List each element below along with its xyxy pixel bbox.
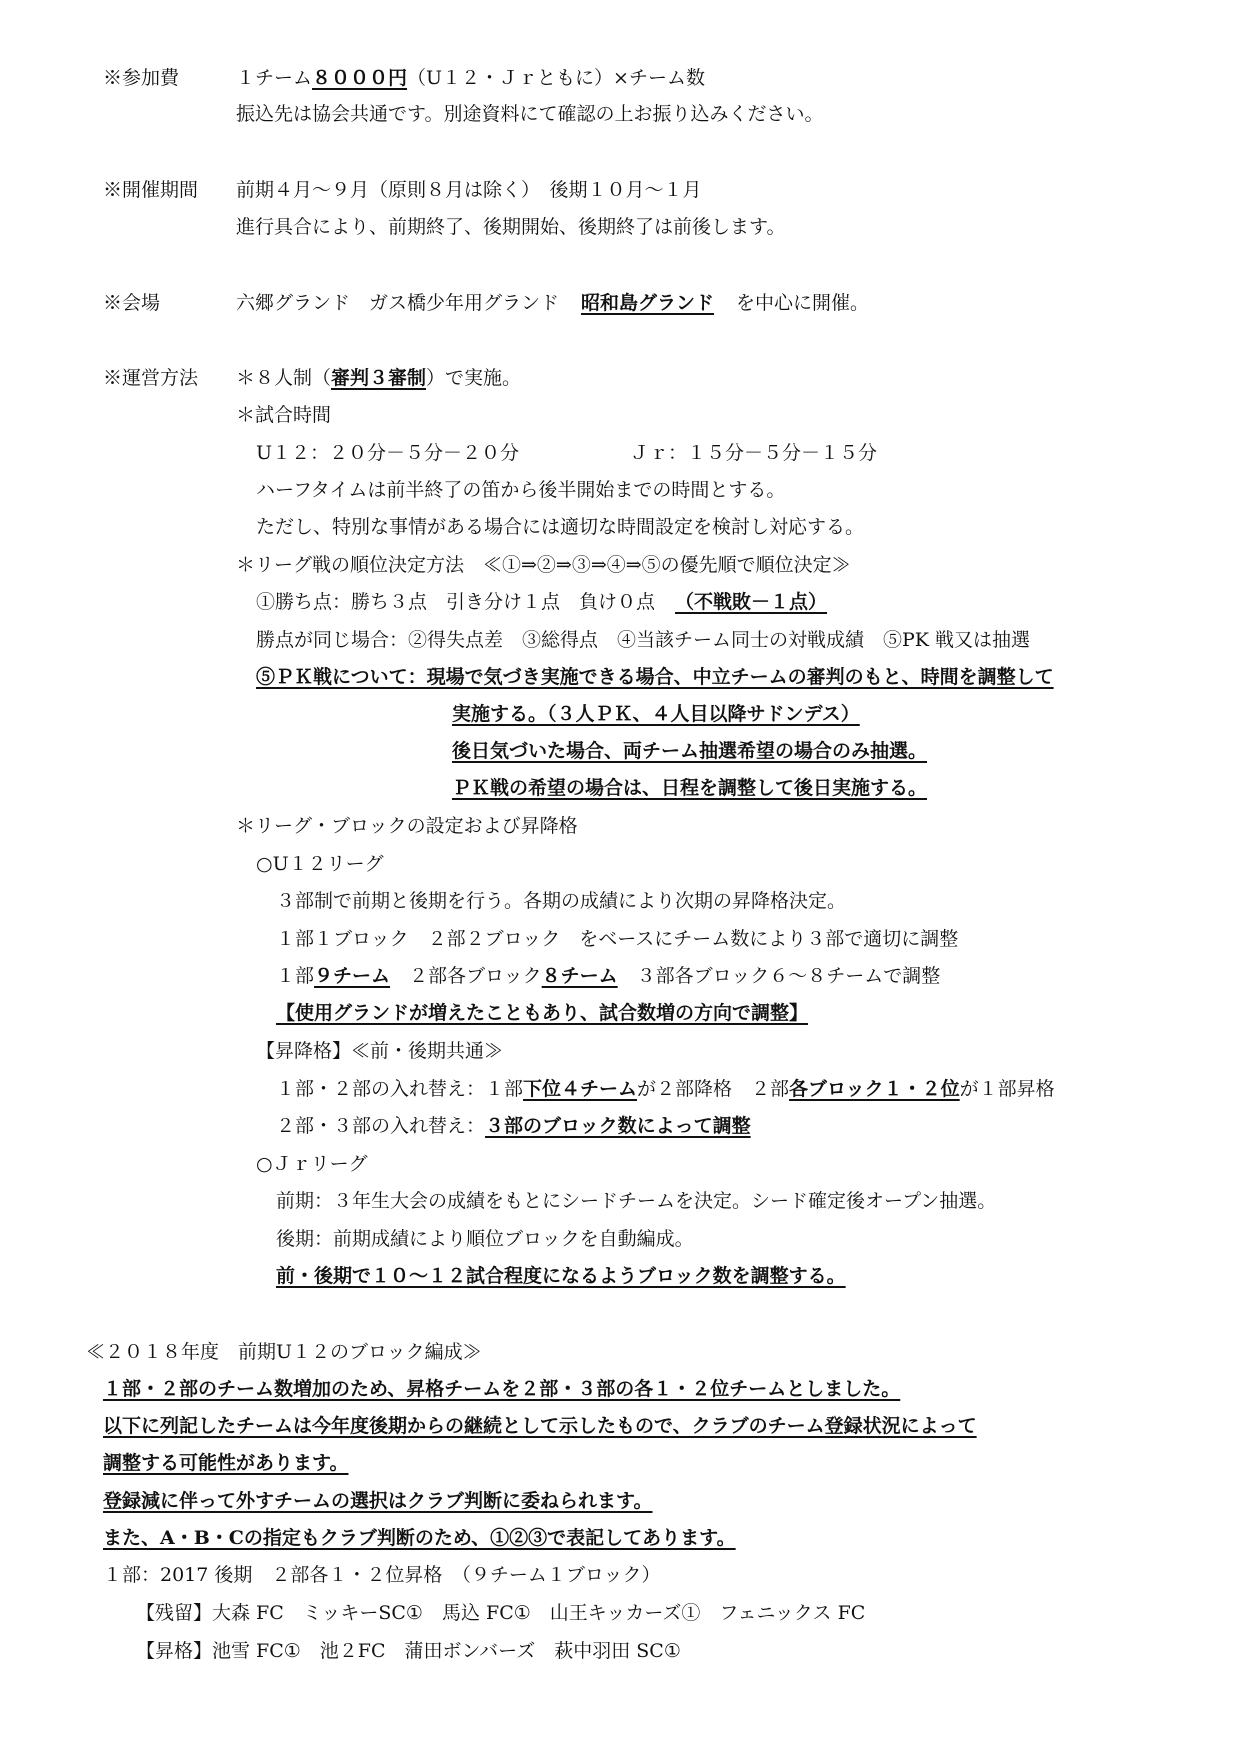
u12-line-3 xyxy=(276,962,940,990)
fee-amount: ８０００円 xyxy=(312,67,408,89)
promo1-middle: が２部降格 ２部 xyxy=(637,1078,790,1100)
venue-main-ground: 昭和島グランド xyxy=(581,292,715,314)
div3-label: ３部各ブロック６～８チームで調整 xyxy=(617,965,941,987)
match-time-u12: U１２：２０分－５分－２０分 xyxy=(256,442,520,464)
promotion-heading: 【昇降格】≪前・後期共通≫ xyxy=(256,1040,504,1062)
pk-rule-2: 実施する。（３人ＰＫ、４人目以降サドンデス） xyxy=(452,703,860,725)
match-time-heading: ＊試合時間 xyxy=(236,404,332,426)
venue-label: ※会場 xyxy=(103,292,161,314)
div2-teams: ８チーム xyxy=(541,965,618,987)
u12-line-1: ３部制で前期と後期を行う。各期の成績により次期の昇降格決定。 xyxy=(276,890,847,912)
u12-league-heading: ○U１２リーグ xyxy=(256,853,384,875)
pk-rule-1: ⑤ＰＫ戦について：現場で気づき実施できる場合、中立チームの審判のもと、時間を調整して xyxy=(256,666,1054,688)
referee-system: 審判３審制 xyxy=(331,367,427,389)
format-suffix: ）で実施。 xyxy=(426,367,522,389)
period-label: ※開催期間 xyxy=(103,179,199,201)
div2-label: ２部各ブロック xyxy=(390,965,542,987)
pk-rule-4: ＰＫ戦の希望の場合は、日程を調整して後日実施する。 xyxy=(452,777,928,799)
points-rule: ①勝ち点：勝ち３点 引き分け１点 負け０点 xyxy=(256,591,656,613)
promotion-line-1 xyxy=(276,1075,1055,1103)
promoted-teams: 【昇格】池雪 FC① 池２FC 蒲田ボンバーズ 萩中羽田 SC① xyxy=(136,1640,681,1662)
match-time-jr: Ｊｒ：１５分－５分－１５分 xyxy=(630,442,878,464)
block-2018-note-2: 以下に列記したチームは今年度後期からの継続として示したもので、クラブのチーム登録状況によって xyxy=(103,1415,977,1437)
block-2018-heading: ≪２０１８年度 前期U１２のブロック編成≫ xyxy=(86,1341,482,1363)
promo1-prefix: １部・２部の入れ替え：１部 xyxy=(276,1078,524,1100)
promo2-prefix: ２部・３部の入れ替え： xyxy=(276,1115,486,1137)
div1-teams: ９チーム xyxy=(314,965,391,987)
fee-prefix: １チーム xyxy=(236,67,313,89)
jr-line-1: 前期：３年生大会の成績をもとにシードチームを決定。シード確定後オープン抽選。 xyxy=(276,1190,997,1212)
division-1-line: １部：2017 後期 ２部各１・２位昇格 （９チーム１ブロック） xyxy=(103,1564,661,1586)
promo2-rule: ３部のブロック数によって調整 xyxy=(485,1115,751,1137)
fee-transfer-note: 振込先は協会共通です。別途資料にて確認の上お振り込みください。 xyxy=(236,103,824,125)
jr-line-2: 後期：前期成績により順位ブロックを自動編成。 xyxy=(276,1228,694,1250)
venue-line xyxy=(236,289,869,317)
forfeit-rule: （不戦敗－１点） xyxy=(675,591,828,613)
u12-note: 【使用グランドが増えたこともあり、試合数増の方向で調整】 xyxy=(276,1002,809,1024)
promo1-relegated: 下位４チーム xyxy=(523,1078,638,1100)
period-note: 進行具合により、前期終了、後期開始、後期終了は前後します。 xyxy=(236,216,786,238)
format-prefix: ＊８人制（ xyxy=(236,367,332,389)
league-heading: ＊リーグ・ブロックの設定および昇降格 xyxy=(236,815,578,837)
pk-rule-3: 後日気づいた場合、両チーム抽選希望の場合のみ抽選。 xyxy=(452,740,928,762)
fee-line-1 xyxy=(236,64,705,92)
jr-league-heading: ○Ｊｒリーグ xyxy=(256,1153,368,1175)
ranking-heading: ＊リーグ戦の順位決定方法 ≪①⇒②⇒③⇒④⇒⑤の優先順で順位決定≫ xyxy=(236,554,851,576)
promotion-line-2 xyxy=(276,1112,751,1140)
points-line xyxy=(256,588,827,616)
period-dates: 前期４月～９月（原則８月は除く） 後期１０月～１月 xyxy=(236,179,702,201)
operation-label: ※運営方法 xyxy=(103,367,199,389)
promo1-suffix: が１部昇格 xyxy=(959,1078,1055,1100)
block-2018-note-1: １部・２部のチーム数増加のため、昇格チームを２部・３部の各１・２位チームとしました。 xyxy=(103,1378,901,1400)
u12-line-2: １部１ブロック ２部２ブロック をベースにチーム数により３部で適切に調整 xyxy=(276,928,959,950)
venue-grounds: 六郷グランド ガス橋少年用グランド xyxy=(236,292,560,314)
special-circumstance-note: ただし、特別な事情がある場合には適切な時間設定を検討し対応する。 xyxy=(256,516,865,538)
div1-label: １部 xyxy=(276,965,315,987)
block-2018-note-5: また、A・B・Cの指定もクラブ判断のため、①②③で表記してあります。 xyxy=(103,1527,736,1549)
venue-suffix: を中心に開催。 xyxy=(736,292,870,314)
jr-line-3: 前・後期で１０～１２試合程度になるようブロック数を調整する。 xyxy=(276,1265,846,1287)
tiebreak-line: 勝点が同じ場合：②得失点差 ③総得点 ④当該チーム同士の対戦成績 ⑤PK 戦又は抽選 xyxy=(256,629,1031,651)
remaining-teams: 【残留】大森 FC ミッキーSC① 馬込 FC① 山王キッカーズ① フェニックス FC xyxy=(136,1602,866,1624)
half-time-note: ハーフタイムは前半終了の笛から後半開始までの時間とする。 xyxy=(256,479,786,501)
fee-label: ※参加費 xyxy=(103,67,180,89)
block-2018-note-4: 登録減に伴って外すチームの選択はクラブ判断に委ねられます。 xyxy=(103,1490,653,1512)
fee-scope: （U１２・Ｊｒともに）×チーム数 xyxy=(407,67,705,89)
block-2018-note-3: 調整する可能性があります。 xyxy=(103,1452,349,1474)
operation-format xyxy=(236,364,521,392)
promo1-promoted: 各ブロック１・２位 xyxy=(789,1078,960,1100)
